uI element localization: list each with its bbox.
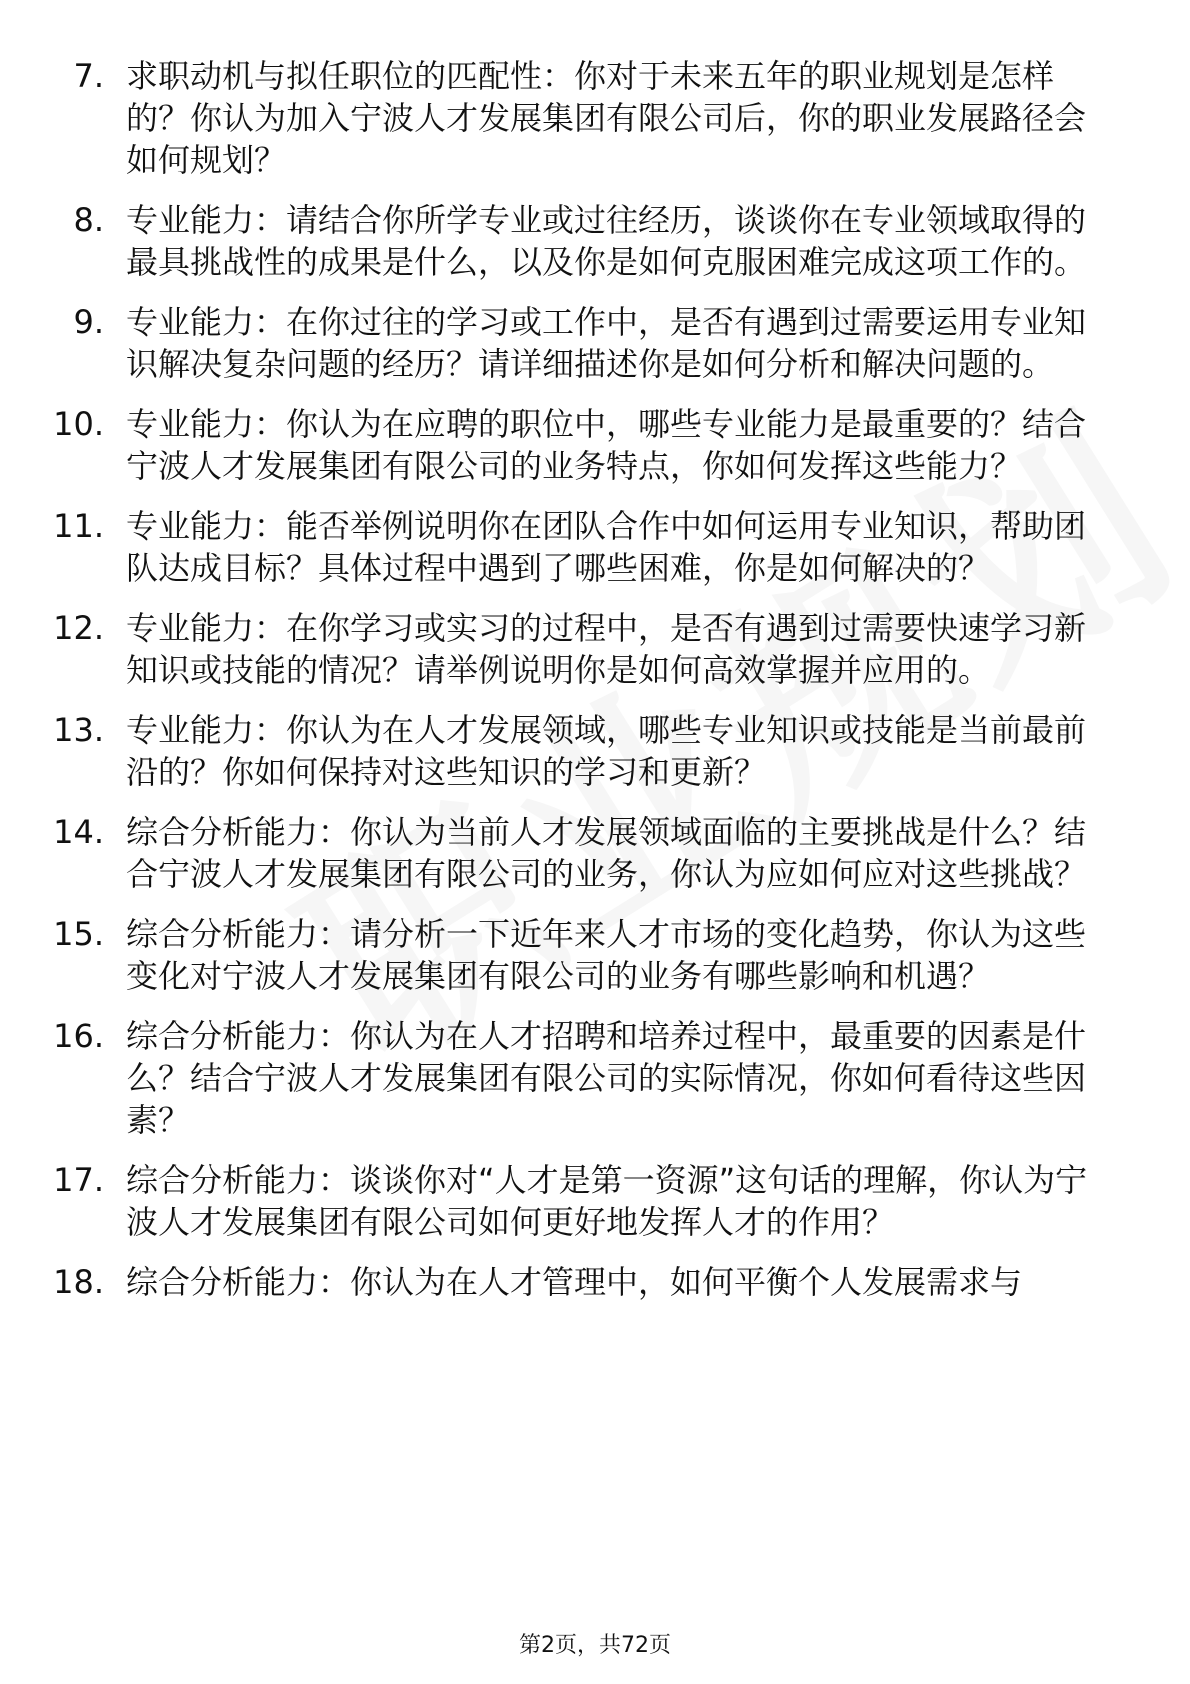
item-number: 15. <box>53 915 104 953</box>
item-number: 12. <box>53 609 104 647</box>
item-text: 专业能力：能否举例说明你在团队合作中如何运用专业知识，帮助团队达成目标？具体过程中遇到了哪些困难，你是如何解决的？ <box>126 507 1087 587</box>
item-number: 17. <box>53 1161 104 1199</box>
item-text: 综合分析能力：你认为在人才招聘和培养过程中，最重要的因素是什么？结合宁波人才发展集团有限公司的实际情况，你如何看待这些因素？ <box>126 1017 1087 1139</box>
list-item <box>0 1261 1102 1303</box>
item-text: 专业能力：你认为在应聘的职位中，哪些专业能力是最重要的？结合宁波人才发展集团有限公司的业务特点，你如何发挥这些能力？ <box>126 405 1087 485</box>
list-item <box>0 913 1102 997</box>
list-item <box>0 811 1102 895</box>
item-text: 综合分析能力：谈谈你对“人才是第一资源”这句话的理解，你认为宁波人才发展集团有限公司如何更好地发挥人才的作用？ <box>126 1161 1088 1241</box>
list-item <box>0 709 1102 793</box>
item-text: 专业能力：在你学习或实习的过程中，是否有遇到过需要快速学习新知识或技能的情况？请举例说明你是如何高效掌握并应用的。 <box>126 609 1087 689</box>
item-number: 8. <box>73 201 104 239</box>
item-text: 专业能力：在你过往的学习或工作中，是否有遇到过需要运用专业知识解决复杂问题的经历？请详细描述你是如何分析和解决问题的。 <box>126 303 1087 383</box>
question-list <box>0 55 1190 1321</box>
item-text: 专业能力：你认为在人才发展领域，哪些专业知识或技能是当前最前沿的？你如何保持对这些知识的学习和更新？ <box>126 711 1087 791</box>
list-item <box>0 403 1102 487</box>
item-number: 16. <box>53 1017 104 1055</box>
list-item <box>0 1015 1102 1141</box>
item-text: 综合分析能力：你认为当前人才发展领域面临的主要挑战是什么？结合宁波人才发展集团有限公司的业务，你认为应如何应对这些挑战？ <box>126 813 1087 893</box>
list-item <box>0 301 1102 385</box>
item-number: 9. <box>73 303 104 341</box>
item-number: 10. <box>53 405 104 443</box>
item-text: 综合分析能力：请分析一下近年来人才市场的变化趋势，你认为这些变化对宁波人才发展集团有限公司的业务有哪些影响和机遇？ <box>126 915 1087 995</box>
list-item <box>0 199 1102 283</box>
item-number: 14. <box>53 813 104 851</box>
list-item <box>0 505 1102 589</box>
item-number: 18. <box>53 1263 104 1301</box>
list-item <box>0 1159 1102 1243</box>
item-text: 求职动机与拟任职位的匹配性：你对于未来五年的职业规划是怎样的？你认为加入宁波人才发展集团有限公司后，你的职业发展路径会如何规划？ <box>126 57 1087 179</box>
item-number: 11. <box>53 507 104 545</box>
item-text: 综合分析能力：你认为在人才管理中，如何平衡个人发展需求与 <box>126 1263 1023 1301</box>
item-number: 7. <box>73 57 104 95</box>
item-text: 专业能力：请结合你所学专业或过往经历，谈谈你在专业领域取得的最具挑战性的成果是什么，以及你是如何克服困难完成这项工作的。 <box>126 201 1087 281</box>
page-footer: 第2页，共72页 <box>519 1633 671 1658</box>
list-item <box>0 55 1102 181</box>
item-number: 13. <box>53 711 104 749</box>
list-item <box>0 607 1102 691</box>
